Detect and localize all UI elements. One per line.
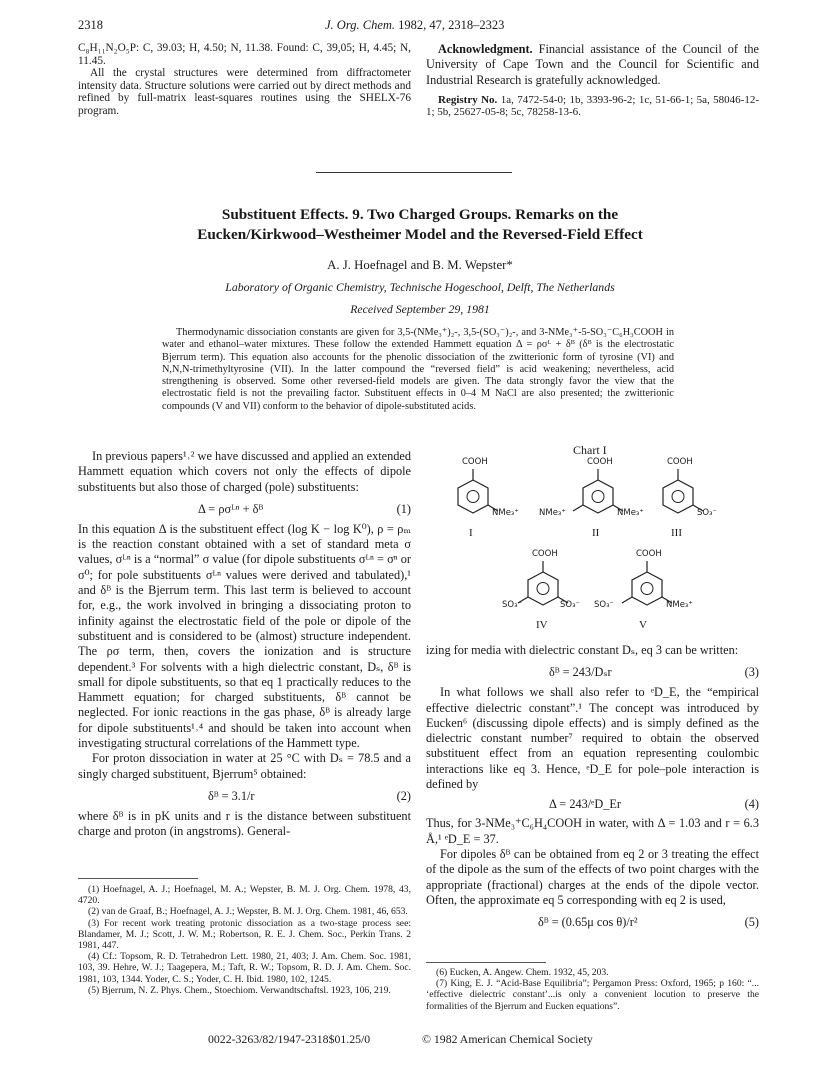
structure-IV-cooh: COOH <box>532 549 558 559</box>
structure-III <box>663 475 723 535</box>
equation-2-body: δᴮ = 3.1/r <box>208 788 255 803</box>
structure-V-label: V <box>639 619 647 631</box>
registry-numbers <box>426 94 759 119</box>
left-column <box>78 449 411 840</box>
ack-title: Acknowledgment. <box>438 42 533 56</box>
left-para-3: For proton dissociation in water at 25 °C with Dₛ = 78.5 and a singly charged substituent, Bjerrum⁵ obtained: <box>78 751 411 781</box>
left-footnote-rule <box>78 878 198 879</box>
structure-IV-so3-right: SO₃⁻ <box>560 600 580 610</box>
structure-V-so3: SO₃⁻ <box>594 600 614 610</box>
structure-III-so3: SO₃⁻ <box>697 508 717 518</box>
structure-IV-so3-left: SO₃⁻ <box>502 600 522 610</box>
chart-title: Chart I <box>573 443 607 457</box>
running-header <box>325 18 504 33</box>
structure-II-nme3-right: NMe₃⁺ <box>617 508 644 518</box>
structure-I-nme3: NMe₃⁺ <box>492 508 519 518</box>
structure-V-nme3: NMe₃⁺ <box>666 600 693 610</box>
right-para-3: Thus, for 3-NMe₃⁺C₆H₄COOH in water, with Δ = 1.03 and r = 6.3 Å,¹ ᵉD_E = 37. <box>426 816 759 846</box>
title-separator <box>316 172 512 173</box>
equation-1-body: Δ = ρσᴸⁿ + δᴮ <box>198 501 264 516</box>
page-number: 2318 <box>78 18 103 32</box>
received-date: Received September 29, 1981 <box>350 302 490 316</box>
journal-name: J. Org. Chem. <box>325 18 396 32</box>
left-para-2: In this equation Δ is the substituent effect (log K − log K⁰), ρ = ρₘ is the reaction constant obtained with a set of standard meta σ values, σᴸⁿ is a “normal” σ value (for dipole substituents σᴸⁿ = σⁿ or σ⁰; for pole substituents σᴸⁿ values were derived and tabulated),¹ and δᴮ is the Bjerrum term. This last term is believed to account for, e.g., the work involved in bringing a dissociating proton to infinity against the electrostatic field of the pole or dipole of the substituent and is considered to be (almost) structure independent. The ρσ term, then, covers the ionization and is structure dependent.³ For solvents with a high dielectric constant, Dₛ, δᴮ is small for dipole substituents, so that eq 1 practically reduces to the Hammett equation; for charged substituents, δᴮ cannot be neglected. For ionic reactions in the gas phase, δᴮ is already large for dipole substituents¹˒⁴ and should be taken into account when investigating structural correlations of the Hammett type. <box>78 521 411 751</box>
structure-I-label: I <box>469 527 473 539</box>
structure-V <box>632 567 692 627</box>
right-footnote-rule <box>426 962 546 963</box>
right-para-1: izing for media with dielectric constant Dₛ, eq 3 can be written: <box>426 643 739 657</box>
structure-I-cooh: COOH <box>462 457 488 467</box>
structure-I <box>458 475 518 535</box>
footnote-5: (5) Bjerrum, N. Z. Phys. Chem., Stoechiom. Verwandtschaftsl. 1923, 106, 219. <box>88 984 391 996</box>
structure-IV-label: IV <box>536 619 548 631</box>
footnote-2: (2) van de Graaf, B.; Hoefnagel, A. J.; Wepster, B. M. J. Org. Chem. 1981, 46, 653. <box>88 906 408 918</box>
equation-3-body: δᴮ = 243/Dₛr <box>549 665 612 680</box>
left-footnotes <box>78 884 411 996</box>
equation-1-number: (1) <box>396 501 411 516</box>
journal-year-volume: 1982, 47, 2318–2323 <box>398 18 505 32</box>
structure-III-cooh: COOH <box>667 457 693 467</box>
authors: A. J. Hoefnagel and B. M. Wepster* <box>327 258 513 272</box>
structure-V-cooh: COOH <box>636 549 662 559</box>
registry-title: Registry No. <box>438 93 498 106</box>
equation-2 <box>78 785 411 809</box>
right-column <box>426 643 759 935</box>
left-para-1: In previous papers¹˒² we have discussed and applied an extended Hammett equation which covers not only the effects of dipole substituents but also those of charged (pole) substituents: <box>78 449 411 494</box>
structure-II <box>583 475 643 535</box>
equation-3 <box>426 661 759 685</box>
footnote-1: (1) Hoefnagel, A. J.; Hoefnagel, M. A.; Wepster, B. M. J. Org. Chem. 1978, 43, 4720. <box>78 884 411 907</box>
structure-II-nme3-left: NMe₃⁺ <box>539 508 566 518</box>
ack-text: Financial assistance of the Council of the University of Cape Town and the Council for Scientific and Industrial Research is gratefully acknowledged. <box>426 42 759 87</box>
top-right-block <box>426 42 759 119</box>
footnote-4: (4) Cf.: Topsom, R. D. Tetrahedron Lett. 1980, 21, 403; J. Am. Chem. Soc. 1981, 103, 39. Hehre, W. J.; Taagepera, M.; Taft, R. W.; Topsom, R. D. J. Am. Chem. Soc. 1981, 103, 1344. Yoder, C. S.; Yoder, C. H. Ibid. 1980, 102, 1245. <box>78 951 411 985</box>
equation-5-body: δᴮ = (0.65μ cos θ)/r² <box>538 915 638 930</box>
right-para-4: For dipoles δᴮ can be obtained from eq 2 or 3 treating the effect of the dipole as the sum of the effects of two point charges with the appropriate (fractional) charges at the ends of the dipole vector. Often, the approximate eq 5 corresponding with eq 2 is used, <box>426 846 759 907</box>
equation-3-number: (3) <box>744 665 759 680</box>
acknowledgment <box>426 42 759 88</box>
top-left-block <box>78 42 411 118</box>
footnote-6: (6) Eucken, A. Angew. Chem. 1932, 45, 203. <box>436 967 609 978</box>
title-line-2: Eucken/Kirkwood–Westheimer Model and the Reversed-Field Effect <box>197 226 643 243</box>
structure-II-cooh: COOH <box>587 457 613 467</box>
equation-5 <box>426 911 759 935</box>
right-para-2: In what follows we shall also refer to ᵉD_E, the “empirical effective dielectric constant”.¹ The concept was introduced by Eucken⁶ (discussing dipole effects) and is simply defined as the dielectric constant number⁷ required to obtain the observed substituent effect from an equation representing coulombic interactions like eq 3. Hence, ᵉD_E for pole–pole interaction is defined by <box>426 685 759 792</box>
equation-4-body: Δ = 243/ᵉD_Er <box>549 797 621 812</box>
abstract: Thermodynamic dissociation constants are given for 3,5-(NMe₃⁺)₂-, 3,5-(SO₃⁻)₂-, and 3-NMe₃⁺-5-SO₃⁻C₆H₃COOH in water and ethanol–water mixtures. These follow the extended Hammett equation Δ = ρσᴸ + δᴮ (δᴮ is the electrostatic Bjerrum term). This equation also accounts for the phenolic dissociation of the zwitterionic form of tyrosine (VI) and N,N,N-trimethyltyrosine (VII). In the latter compound the “reversed field” is acid weakening; nevertheless, acid strengthening is observed. Some other reversed-field models are given. The data strongly favor the view that the electrostatic field is not the prevailing factor. Substituent effects in 0–4 M NaCl are also presented; the zwitterionic compounds (V and VII) conform to the behavior of dipole-substituted acids. <box>162 327 674 412</box>
title-line-1: Substituent Effects. 9. Two Charged Groups. Remarks on the <box>221 206 619 223</box>
affiliation: Laboratory of Organic Chemistry, Technische Hogeschool, Delft, The Netherlands <box>225 280 615 294</box>
structure-III-label: III <box>671 527 682 539</box>
formula-analysis: C₈H₁₁N₂O₅P: C, 39.03; H, 4.50; N, 11.38. Found: C, 39,05; H, 4.45; N, 11.45. <box>78 42 411 67</box>
footer-code: 0022-3263/82/1947-2318$01.25/0 <box>208 1032 371 1046</box>
equation-2-number: (2) <box>396 788 411 803</box>
footnote-7: (7) King, E. J. “Acid-Base Equilibria”; Pergamon Press: Oxford, 1965; p 160: “... ‘effective dielectric constant’...is only a convenient locution to preserve the formalities of the Bjerrum and Eucken equations”. <box>426 978 759 1012</box>
footnote-3: (3) For recent work treating protonic dissociation as a two-stage process see: Blandamer, M. J.; Scott, J. W. M.; Robertson, R. E. J. Chem. Soc., Perkin Trans. 2 1981, 447. <box>78 917 411 952</box>
footer-copyright: © 1982 American Chemical Society <box>422 1032 593 1046</box>
crystal-note: All the crystal structures were determined from diffractometer intensity data. Structure solutions were carried out by direct methods and refined by full-matrix least-squares routines using the SHELX-76 program. <box>78 67 411 117</box>
right-footnotes <box>426 967 759 1012</box>
equation-4 <box>426 794 759 816</box>
left-para-4: where δᴮ is in pK units and r is the distance between substituent charge and proton (in angstroms). General- <box>78 808 411 839</box>
article-title <box>70 205 770 245</box>
equation-1 <box>78 498 411 522</box>
structure-IV <box>528 567 588 627</box>
registry-text: 1a, 7472-54-0; 1b, 3393-96-2; 1c, 51-66-1; 5a, 58046-12-1; 5b, 25627-05-8; 5c, 78258-13-6. <box>426 93 760 119</box>
structure-II-label: II <box>592 527 600 539</box>
equation-4-number: (4) <box>744 797 759 812</box>
equation-5-number: (5) <box>744 915 759 930</box>
